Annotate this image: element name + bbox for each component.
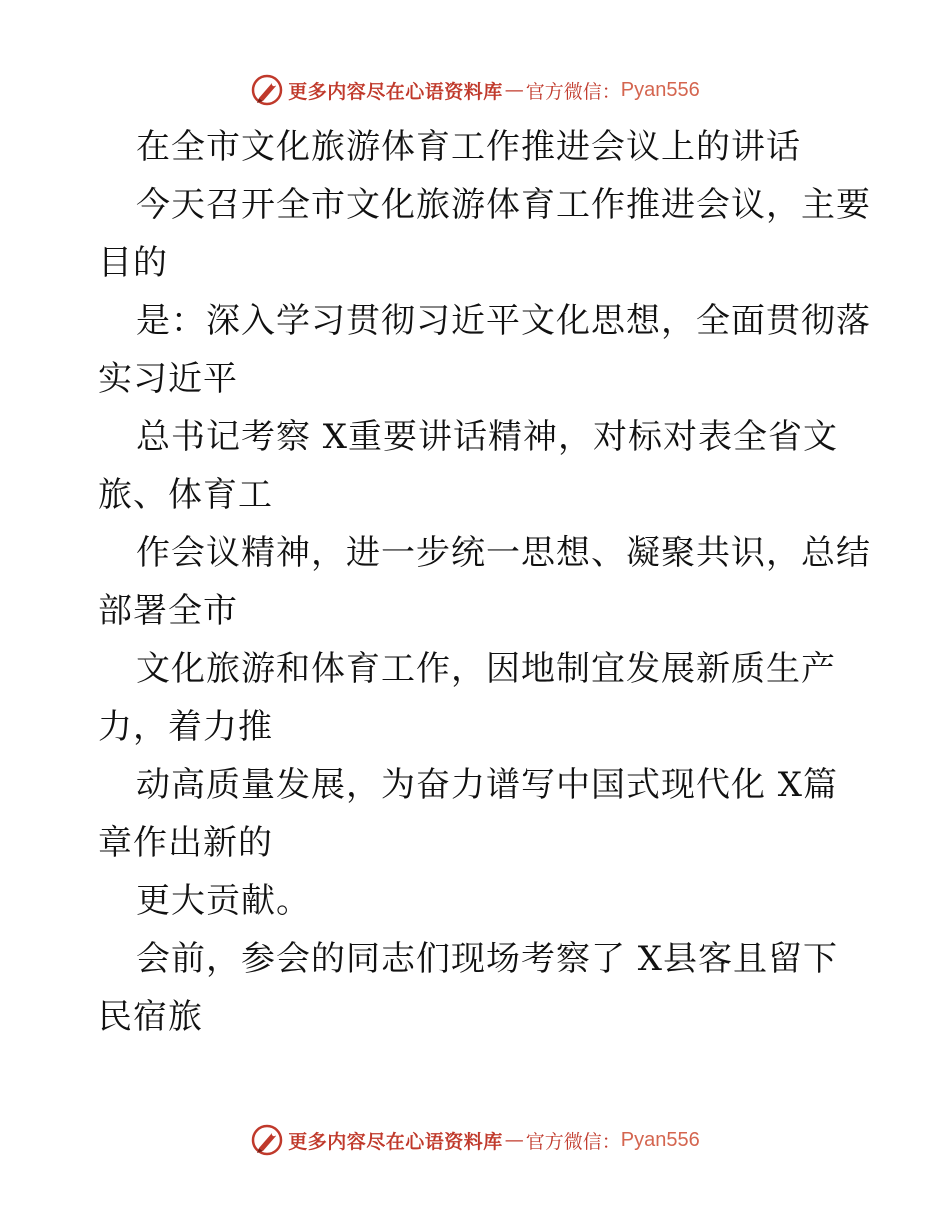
footer-site-text: 更多内容尽在心语资料库 xyxy=(288,1130,503,1153)
pen-logo-icon xyxy=(250,1123,284,1157)
document-body xyxy=(98,118,871,1046)
footer-wechat-label: 官方微信： xyxy=(525,1130,621,1153)
paragraph-line: 力，着力推 xyxy=(98,707,273,747)
footer-banner xyxy=(0,1120,950,1160)
header-site-text: 更多内容尽在心语资料库 xyxy=(288,80,503,103)
header-separator: — xyxy=(504,79,524,101)
document-title: 在全市文化旅游体育工作推进会议上的讲话 xyxy=(136,127,801,167)
paragraph-line: 今天召开全市文化旅游体育工作推进会议，主要 xyxy=(136,185,871,225)
paragraph-line: 更大贡献。 xyxy=(136,881,311,921)
paragraph-line: 旅、体育工 xyxy=(98,475,273,515)
paragraph-line: 动高质量发展，为奋力谱写中国式现代化 X篇 xyxy=(136,765,839,805)
paragraph-line: 总书记考察 X重要讲话精神，对标对表全省文 xyxy=(136,417,839,457)
paragraph-line: 会前，参会的同志们现场考察了 X县客且留下 xyxy=(136,939,839,979)
paragraph-line: 章作出新的 xyxy=(98,823,273,863)
paragraph-line: 目的 xyxy=(98,243,168,283)
paragraph-line: 实习近平 xyxy=(98,359,238,399)
paragraph-line: 作会议精神，进一步统一思想、凝聚共识，总结 xyxy=(136,533,871,573)
header-banner xyxy=(0,70,950,110)
footer-wechat-id: Pyan556 xyxy=(620,1128,700,1151)
paragraph-line: 是：深入学习贯彻习近平文化思想，全面贯彻落 xyxy=(136,301,871,341)
pen-logo-icon xyxy=(250,73,284,107)
paragraph-line: 文化旅游和体育工作，因地制宜发展新质生产 xyxy=(136,649,836,689)
header-wechat-id: Pyan556 xyxy=(620,78,700,101)
header-wechat-label: 官方微信： xyxy=(525,80,621,103)
paragraph-line: 部署全市 xyxy=(98,591,238,631)
footer-separator: — xyxy=(504,1129,524,1151)
paragraph-line: 民宿旅 xyxy=(98,997,203,1037)
